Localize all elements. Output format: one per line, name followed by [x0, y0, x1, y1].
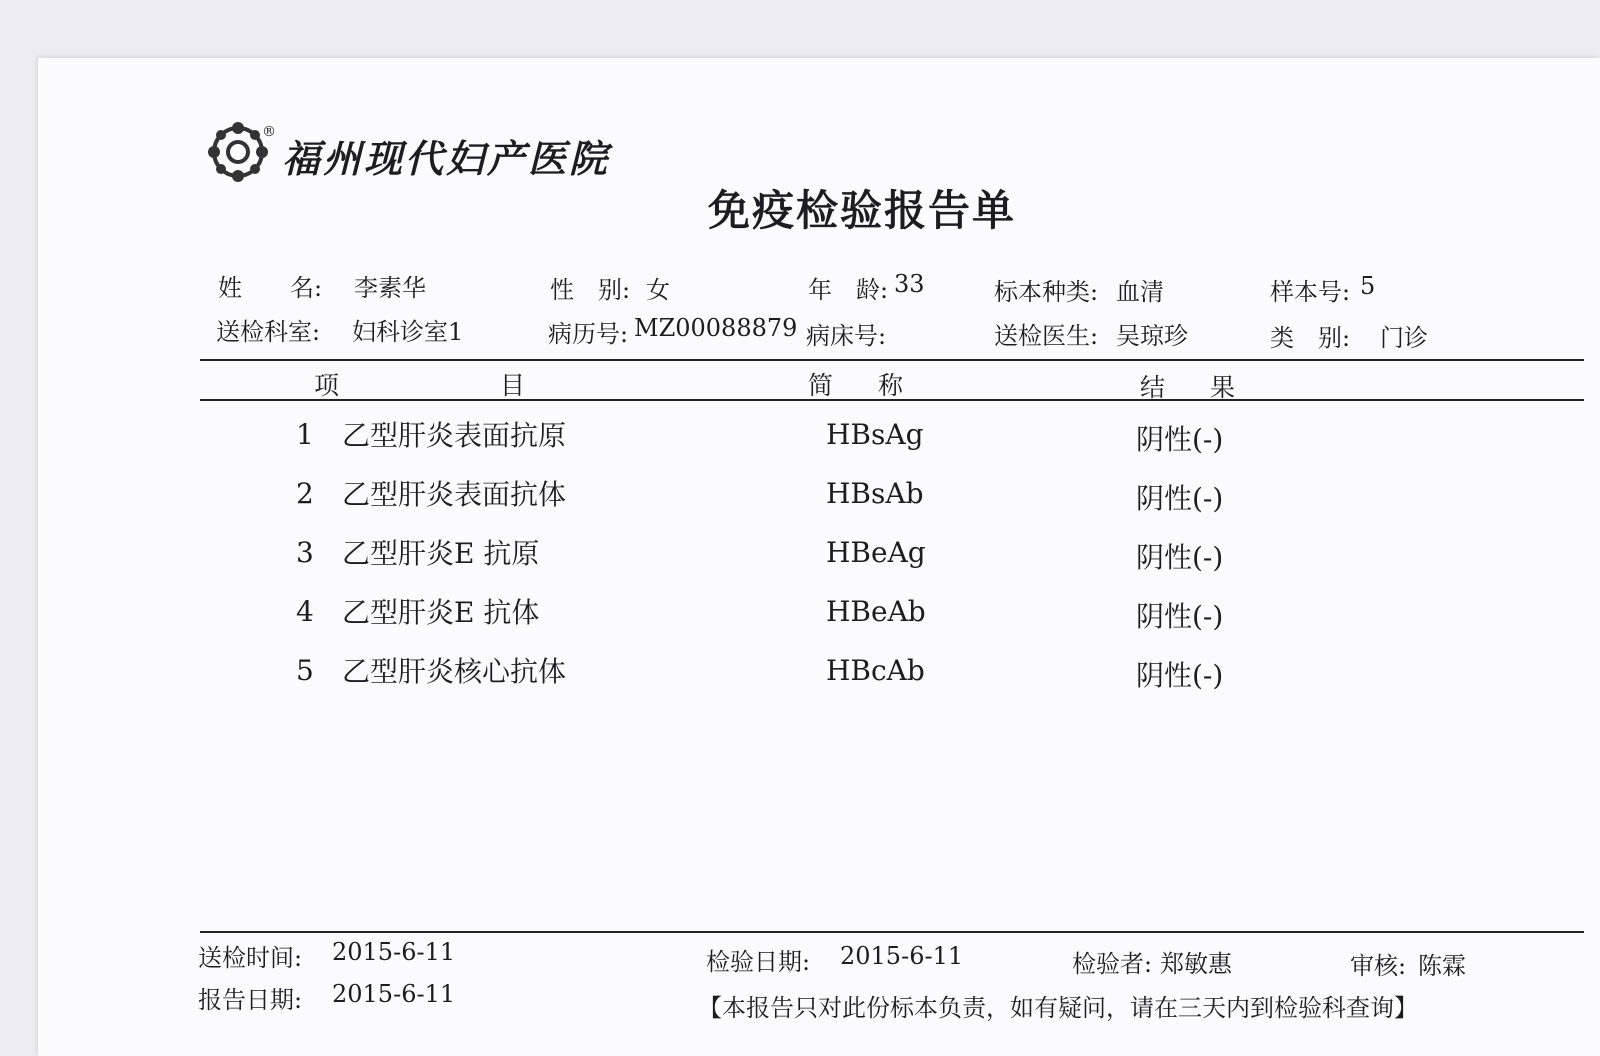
test-name: 乙型肝炎E 抗体: [342, 596, 540, 629]
footer-rule: [200, 931, 1584, 933]
header-abbr-left: 简: [808, 371, 834, 400]
dept-label: 送检科室:: [216, 318, 321, 346]
sample-no-value: 5: [1360, 272, 1376, 300]
dept-value: 妇科诊室1: [352, 318, 464, 346]
submit-time-value: 2015-6-11: [332, 938, 456, 966]
patient-age: 33: [894, 270, 925, 298]
header-item-left: 项: [314, 371, 340, 400]
row-number: 5: [296, 654, 314, 687]
report-date-label: 报告日期:: [198, 986, 303, 1014]
patient-sex: 女: [646, 276, 670, 304]
test-name: 乙型肝炎核心抗体: [342, 655, 567, 688]
header-result-right: 果: [1210, 373, 1236, 402]
test-result: 阴性(-): [1136, 482, 1224, 515]
category-label: 类 别:: [1270, 324, 1351, 352]
patient-name: 李素华: [354, 274, 426, 302]
disclaimer-notice: 【本报告只对此份标本负责，如有疑问，请在三天内到检验科查询】: [698, 994, 1418, 1022]
test-abbr: HBsAb: [826, 477, 924, 510]
submit-time-label: 送检时间:: [198, 944, 303, 972]
bed-label: 病床号:: [806, 322, 887, 350]
header-item-right: 目: [500, 371, 526, 400]
test-abbr: HBeAb: [826, 595, 926, 628]
test-name: 乙型肝炎表面抗体: [342, 478, 567, 511]
hospital-name: 福州现代妇产医院: [282, 136, 611, 181]
test-name: 乙型肝炎表面抗原: [342, 419, 567, 452]
table-header-rule: [200, 399, 1584, 401]
test-abbr: HBeAg: [826, 536, 926, 569]
report-title: 免疫检验报告单: [708, 186, 1017, 235]
registered-mark: ®: [262, 124, 276, 140]
table-top-rule: [200, 359, 1584, 361]
flower-emblem-icon: [206, 120, 270, 184]
record-no: MZ00088879: [634, 314, 798, 342]
sample-no-label: 样本号:: [1270, 278, 1351, 306]
row-number: 1: [296, 418, 314, 451]
age-label: 年 龄:: [808, 276, 889, 304]
report-date-value: 2015-6-11: [332, 980, 456, 1008]
test-result: 阴性(-): [1136, 600, 1224, 633]
category-value: 门诊: [1380, 324, 1428, 352]
test-result: 阴性(-): [1136, 541, 1224, 574]
test-date-label: 检验日期:: [706, 948, 811, 976]
specimen-value: 血清: [1116, 278, 1164, 306]
test-result: 阴性(-): [1136, 659, 1224, 692]
row-number: 3: [296, 536, 314, 569]
doctor-label: 送检医生:: [994, 322, 1099, 350]
row-number: 4: [296, 595, 314, 628]
reviewer-label: 审核:: [1350, 952, 1407, 980]
name-label: 姓 名:: [218, 274, 323, 302]
header-result-left: 结: [1140, 373, 1166, 402]
sex-label: 性 别:: [550, 276, 631, 304]
tester-value: 郑敏惠: [1160, 950, 1232, 978]
row-number: 2: [296, 477, 314, 510]
header-abbr-right: 称: [878, 371, 904, 400]
test-abbr: HBsAg: [826, 418, 924, 451]
test-abbr: HBcAb: [826, 654, 925, 687]
test-result: 阴性(-): [1136, 423, 1224, 456]
specimen-label: 标本种类:: [994, 278, 1099, 306]
test-name: 乙型肝炎E 抗原: [342, 537, 540, 570]
reviewer-value: 陈霖: [1418, 952, 1466, 980]
record-label: 病历号:: [548, 320, 629, 348]
test-date-value: 2015-6-11: [840, 942, 964, 970]
doctor-value: 吴琼珍: [1116, 322, 1188, 350]
tester-label: 检验者:: [1072, 950, 1153, 978]
